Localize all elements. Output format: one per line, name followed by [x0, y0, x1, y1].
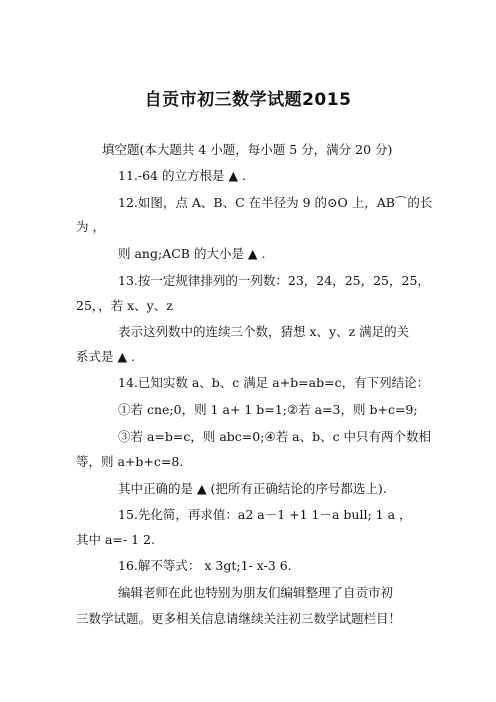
question-11: 11.-64 的立方根是 ▲ .	[118, 168, 247, 183]
question-16: 16.解不等式： x 3gt;1- x-3 6.	[118, 558, 292, 573]
question-13-cont: 25，，若 x、y、z	[76, 298, 173, 313]
question-14-cond1: ①若 cne;0，则 1 a+ 1 b=1;②若 a=3，则 b+c=9;	[118, 402, 418, 417]
question-13-cont3: 系式是 ▲ .	[76, 349, 136, 364]
question-15: 15.先化简，再求值：a2 a－1 +1 1－a bull; 1 a ，	[118, 507, 412, 522]
question-15-cont: 其中 a=- 1 2.	[76, 532, 155, 547]
question-12-cont: 为 ，	[76, 219, 105, 234]
question-14-cont: 等，则 a+b+c=8.	[76, 454, 184, 469]
question-12: 12.如图，点 A、B、C 在半径为 9 的⊙O 上，AB⌒的长	[118, 195, 433, 210]
question-14-cont2: 其中正确的是 ▲ (把所有正确结论的序号都选上).	[118, 481, 387, 496]
section-heading: 填空题(本大题共 4 小题，每小题 5 分，满分 20 分)	[102, 142, 393, 157]
editor-note-cont: 三数学试题。更多相关信息请继续关注初三数学试题栏目！	[76, 611, 402, 626]
question-14-cond2: ③若 a=b=c，则 abc=0;④若 a、b、c 中只有两个数相	[118, 429, 432, 444]
page-title: 自贡市初三数学试题2015	[144, 90, 352, 110]
question-12-cont2: 则 ang;ACB 的大小是 ▲ .	[118, 246, 266, 261]
question-14: 14.已知实数 a、b、c 满足 a+b=ab=c，有下列结论：	[118, 375, 430, 390]
question-13-cont2: 表示这列数中的连续三个数，猜想 x、y、z 满足的关	[118, 324, 410, 339]
editor-note: 编辑老师在此也特别为朋友们编辑整理了自贡市初	[118, 585, 394, 600]
question-13: 13.按一定规律排列的一列数：23，24，25，25，25，	[118, 273, 430, 288]
